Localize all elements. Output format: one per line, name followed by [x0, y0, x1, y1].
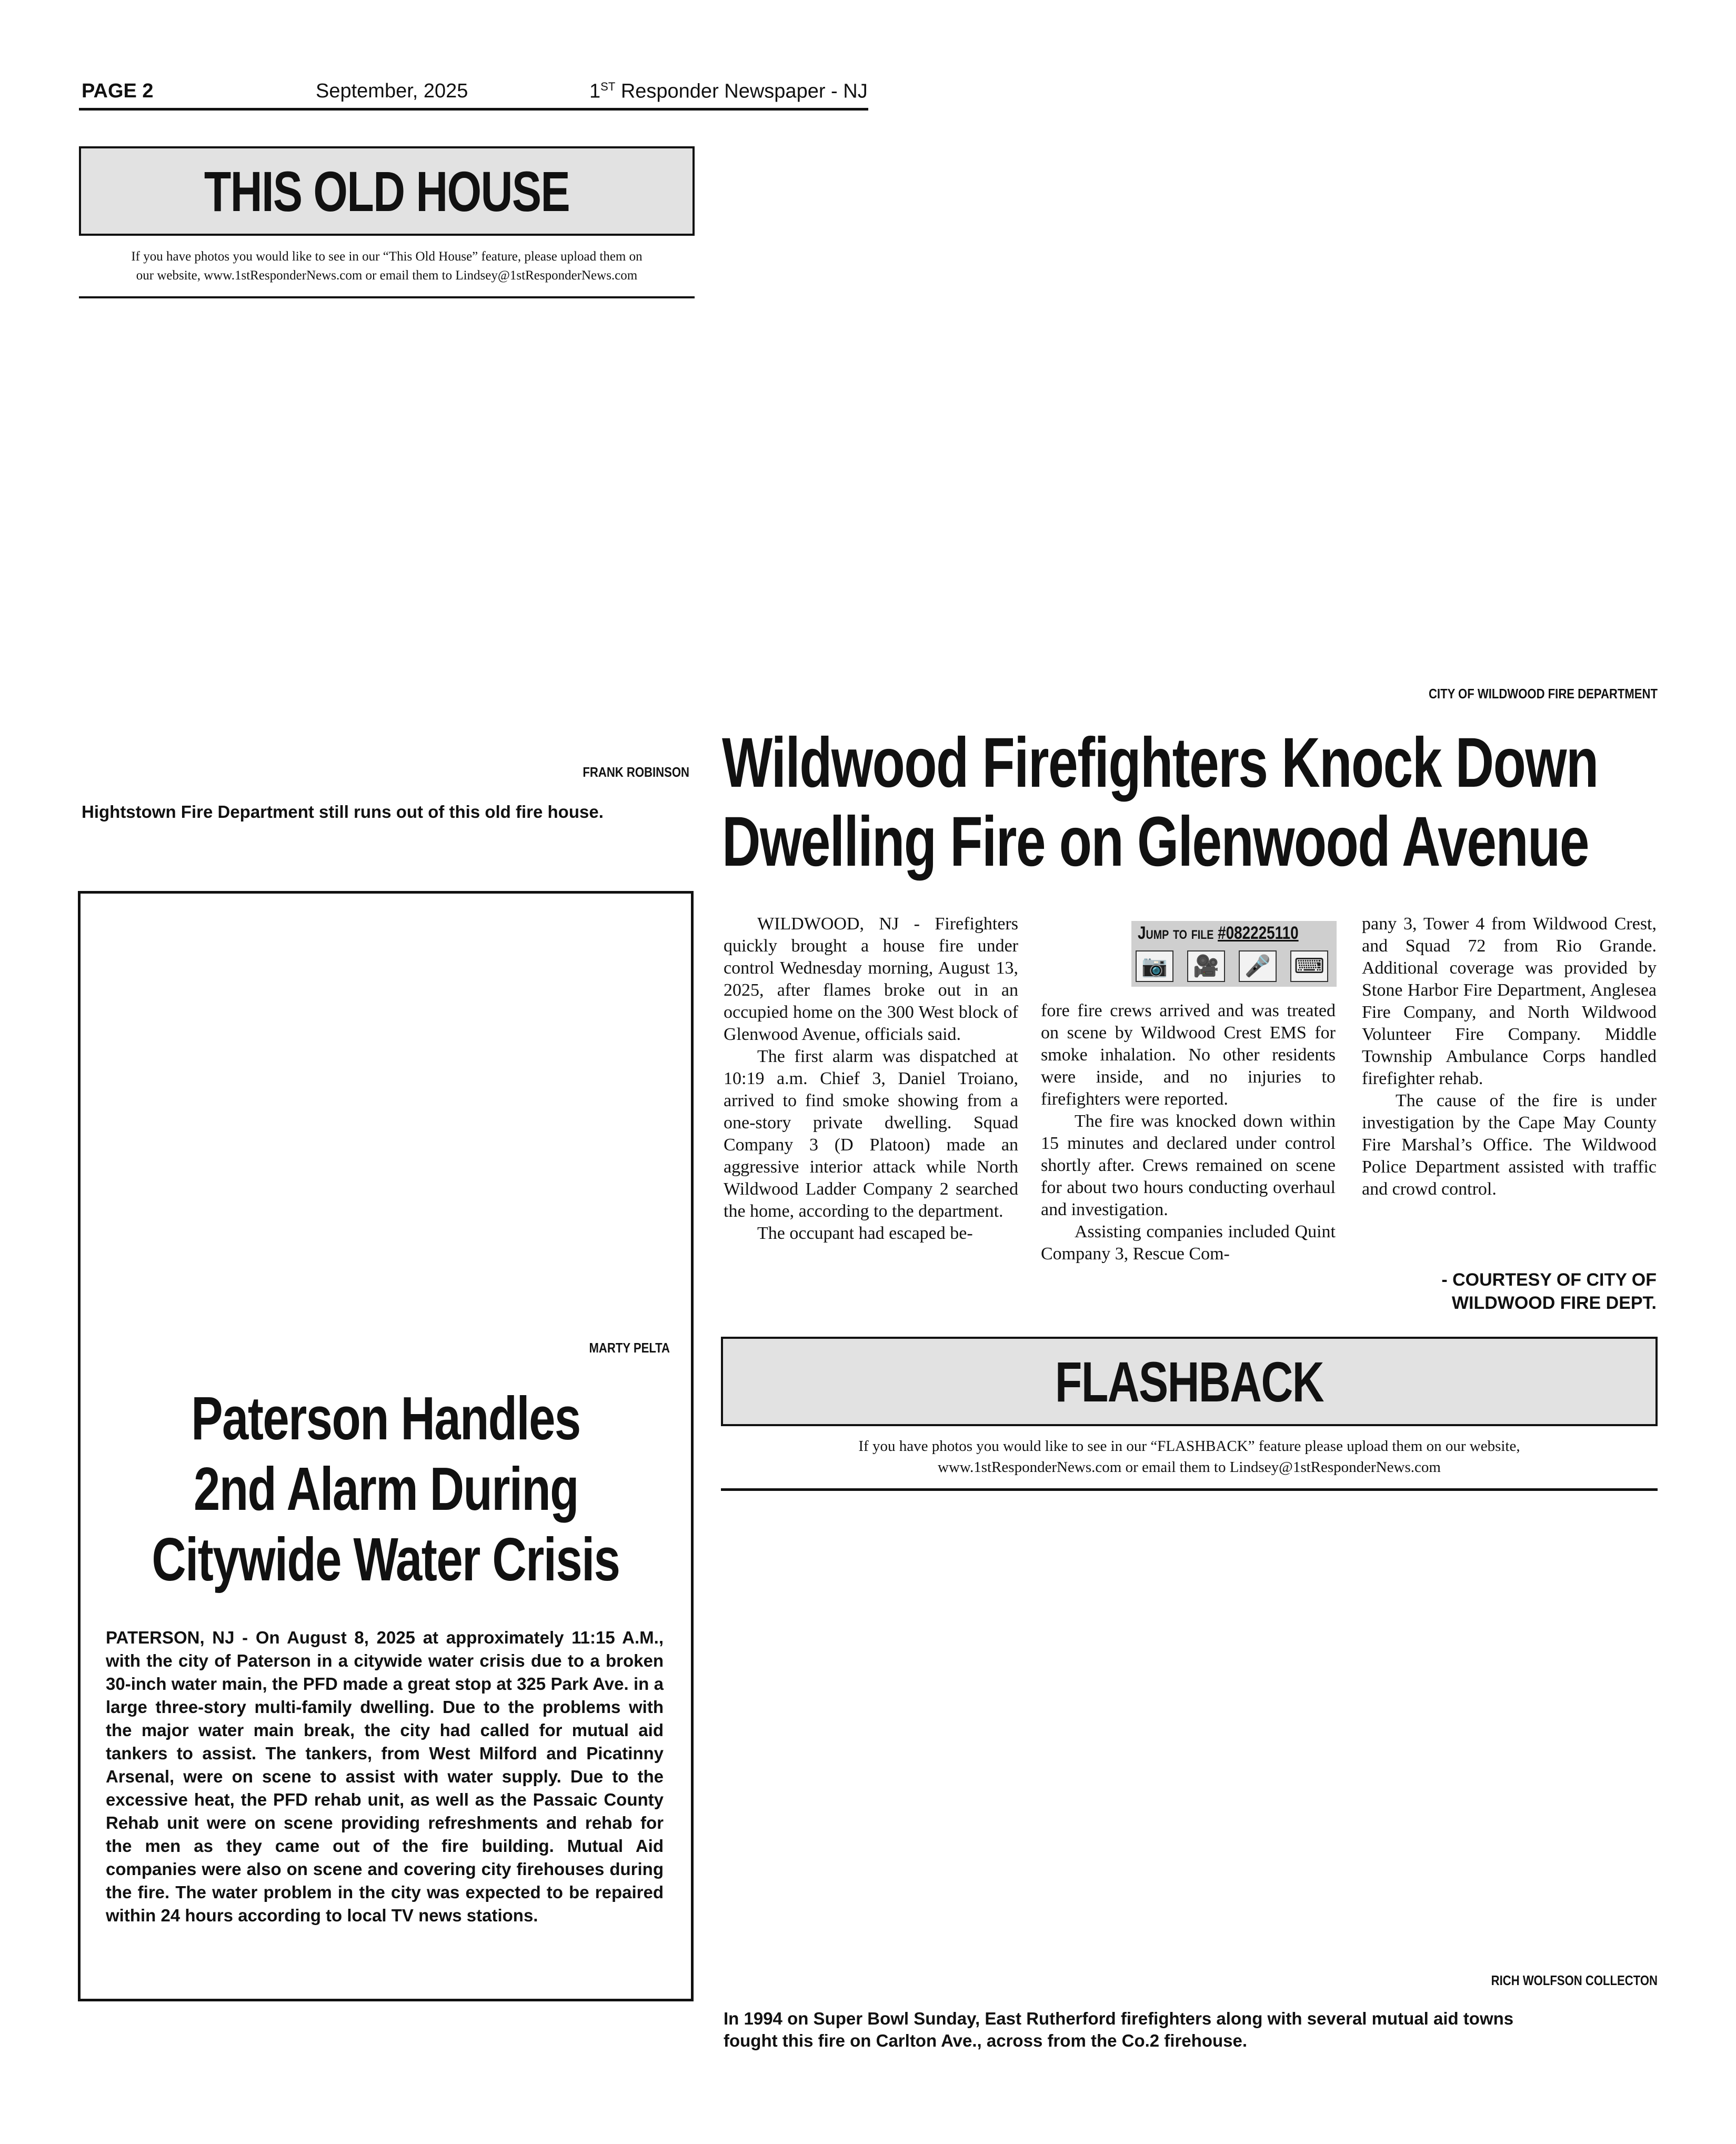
jump-to-file-box[interactable]	[1131, 921, 1337, 987]
paterson-headline	[81, 1383, 691, 1595]
frank-robinson-credit: FRANK ROBINSON	[583, 764, 689, 780]
this-old-house-caption: Hightstown Fire Department still runs out of this old fire house.	[82, 802, 604, 821]
wildwood-col3-para2: The cause of the fire is under investigation by the Cape May County Fire Marshal’s Office. The Wildwood Police Department assisted with traffic and crowd control.	[1362, 1091, 1657, 1199]
paterson-headline-line1: Paterson Handles	[191, 1384, 580, 1452]
folio-rule	[79, 108, 868, 111]
wildwood-column-2	[1041, 1000, 1336, 1265]
paper-name-rest: Responder Newspaper - NJ	[615, 80, 868, 103]
this-old-house-info-line2: our website, www.1stResponderNews.com or email them to Lindsey@1stResponderNews.com	[136, 268, 638, 283]
typewriter-icon[interactable]: ⌨	[1290, 950, 1328, 982]
wildwood-courtesy	[1362, 1268, 1657, 1315]
paper-name	[589, 80, 868, 103]
camera-icon[interactable]: 📷	[1136, 950, 1173, 982]
wildwood-photo-credit: CITY OF WILDWOOD FIRE DEPARTMENT	[1428, 686, 1658, 702]
wildwood-headline-line2: Dwelling Fire on Glenwood Avenue	[722, 803, 1589, 881]
flashback-info-line2: www.1stResponderNews.com or email them to Lindsey@1stResponderNews.com	[938, 1459, 1441, 1476]
video-camera-icon[interactable]: 🎥	[1187, 950, 1225, 982]
rich-wolfson-credit: RICH WOLFSON COLLECTON	[1491, 1972, 1658, 1988]
paterson-headline-line3: Citywide Water Crisis	[152, 1525, 620, 1594]
flashback-caption	[724, 2008, 1665, 2052]
wildwood-column-1	[724, 913, 1018, 1245]
wildwood-col3-para1: pany 3, Tower 4 from Wildwood Crest, and Squad 72 from Rio Grande. Additional coverage was provided by Stone Harbor Fire Department, Anglesea Fire Company, and North Wildwood Volunteer Fire Company. Middle Township Ambulance Corps handled firefighter rehab.	[1362, 914, 1657, 1088]
this-old-house-photo	[79, 305, 695, 758]
jump-to-file-label	[1138, 923, 1299, 944]
flashback-rule	[721, 1488, 1658, 1491]
flashback-title-box	[721, 1337, 1658, 1426]
this-old-house-info-line1: If you have photos you would like to see in our “This Old House” feature, please upload them on	[131, 249, 643, 264]
this-old-house-rule	[79, 296, 695, 298]
issue-date: September, 2025	[316, 80, 468, 102]
paterson-headline-line2: 2nd Alarm During	[193, 1455, 578, 1523]
paterson-body: PATERSON, NJ - On August 8, 2025 at approximately 11:15 A.M., with the city of Paterson in a citywide water crisis due to a broken 30-inch water main, the PFD made a great stop at 325 Park Ave. in a large three-story multi-family dwelling. Due to the problems with the major water main break, the city had called for mutual aid tankers to assist. The tankers, from West Milford and Picatinny Arsenal, were on scene to assist with water supply. Due to the excessive heat, the PFD rehab unit, as well as the Passaic County Rehab unit were on scene providing refreshments and rehab for the men as they came out of the fire building. Mutual Aid companies were also on scene and covering city firehouses during the fire. The water problem in the city was expected to be repaired within 24 hours according to local TV news stations.	[106, 1628, 664, 1925]
wildwood-headline-line1: Wildwood Firefighters Knock Down	[722, 724, 1598, 802]
paper-name-prefix: 1	[589, 80, 601, 103]
wildwood-column-3	[1362, 913, 1657, 1200]
flashback-photo	[721, 1500, 1658, 1968]
marty-pelta-credit: MARTY PELTA	[589, 1340, 670, 1356]
flashback-title: FLASHBACK	[1055, 1349, 1324, 1414]
wildwood-col2-para3: Assisting companies included Quint Company 3, Rescue Com-	[1041, 1222, 1336, 1264]
this-old-house-info	[79, 247, 695, 285]
paterson-story-box	[78, 891, 694, 2001]
this-old-house-title: THIS OLD HOUSE	[204, 159, 570, 223]
wildwood-col2-para2: The fire was knocked down within 15 minutes and declared under control shortly after. Crews remained on scene for about two hours conducting overhaul and investigation.	[1041, 1111, 1336, 1219]
microphone-icon[interactable]: 🎤	[1239, 950, 1277, 982]
flashback-info-line1: If you have photos you would like to see in our “FLASHBACK” feature please upload them on our website,	[858, 1438, 1520, 1455]
jump-file-number[interactable]: #082225110	[1218, 923, 1299, 943]
flashback-caption-line2: fought this fire on Carlton Ave., across from the Co.2 firehouse.	[724, 2031, 1248, 2050]
paper-name-sup: ST	[600, 80, 616, 93]
flashback-info	[721, 1436, 1658, 1478]
wildwood-col1-para3: The occupant had escaped be-	[757, 1224, 973, 1243]
wildwood-col2-para1: fore fire crews arrived and was treated on scene by Wildwood Crest EMS for smoke inhalation. No other residents were inside, and no injuries to firefighters were reported.	[1041, 1001, 1336, 1109]
page-number: PAGE 2	[82, 80, 154, 102]
wildwood-col1-para1: WILDWOOD, NJ - Firefighters quickly brought a house fire under control Wednesday morning, August 13, 2025, after flames broke out in an occupied home on the 300 West block of Glenwood Avenue, officials said.	[724, 914, 1018, 1044]
wildwood-courtesy-line2: WILDWOOD FIRE DEPT.	[1451, 1293, 1657, 1313]
this-old-house-title-box	[79, 146, 695, 236]
jump-label-text: Jump to file	[1138, 923, 1218, 943]
wildwood-col1-para2: The first alarm was dispatched at 10:19 a.m. Chief 3, Daniel Troiano, arrived to find smoke showing from a one-story private dwelling. Squad Company 3 (D Platoon) made an aggressive interior attack while North Wildwood Ladder Company 2 searched the home, according to the department.	[724, 1047, 1018, 1221]
flashback-caption-line1: In 1994 on Super Bowl Sunday, East Rutherford firefighters along with several mutual aid towns	[724, 2009, 1514, 2028]
paterson-photo	[91, 904, 680, 1325]
wildwood-courtesy-line1: - COURTESY OF CITY OF	[1441, 1270, 1657, 1290]
